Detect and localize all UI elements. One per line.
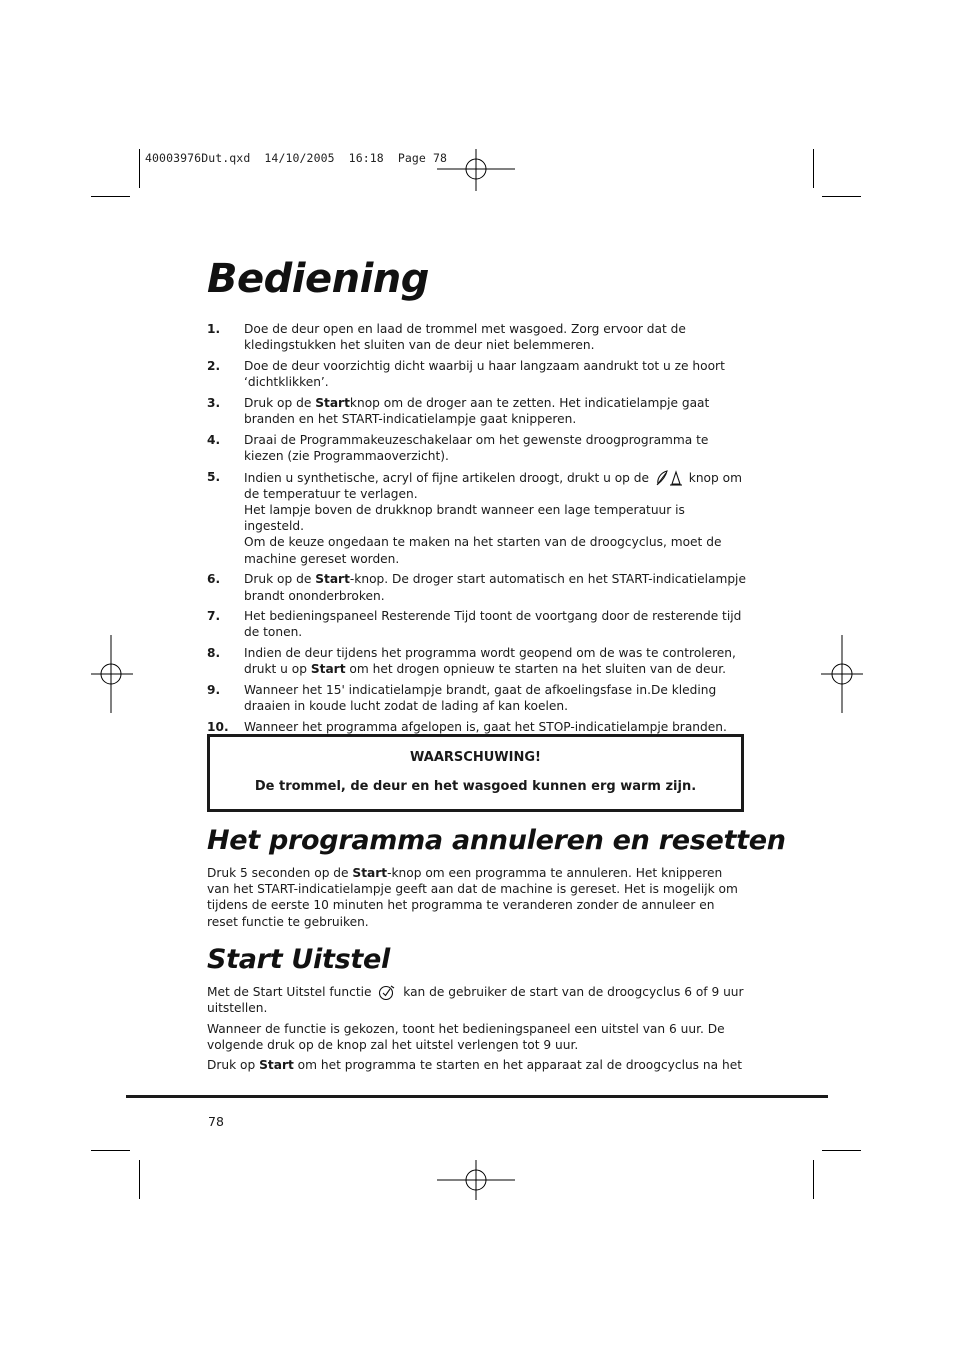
section-heading-cancel: Het programma annuleren en resetten: [207, 825, 786, 856]
step-text-pre: Indien u synthetische, acryl of fijne artikelen droogt, drukt u op de: [244, 470, 653, 485]
step-number: 3.: [207, 395, 221, 410]
step-text: Doe de deur open en laad de trommel met wasgoed. Zorg ervoor dat de kledingstukken het sluiten van de deur niet belemmeren.: [244, 322, 686, 353]
step-number: 1.: [207, 322, 221, 336]
list-item: [207, 645, 747, 677]
list-item: [207, 358, 747, 390]
list-item: [207, 469, 747, 567]
paragraph-text-pre: Met de Start Uitstel functie: [207, 985, 376, 999]
step-number: 10.: [207, 719, 229, 734]
section-heading-delay: Start Uitstel: [207, 944, 390, 975]
steps-list: [207, 321, 747, 740]
step-text-bold: Start: [315, 572, 350, 587]
step-number: 5.: [207, 469, 221, 484]
paragraph-text-post: kan de gebruiker de start van de droogcyclus 6 of 9 uur uitstellen.: [207, 985, 744, 1016]
section-paragraph: [207, 984, 747, 1016]
step-text-post: knop om de droger aan te zetten. Het indicatielampje gaat branden en het START-indicatielampje gaat knipperen.: [244, 395, 710, 427]
step-text: Het bedieningspaneel Resterende Tijd toont de voortgang door de resterende tijd de tonen.: [244, 609, 742, 640]
list-item: [207, 719, 747, 735]
step-text: Draai de Programmakeuzeschakelaar om het gewenste droogprogramma te kiezen (zie Programmaoverzicht).: [244, 432, 709, 463]
section-paragraph: [207, 865, 747, 930]
warning-heading: WAARSCHUWING!: [410, 750, 541, 765]
section-paragraph: Wanneer de functie is gekozen, toont het bedieningspaneel een uitstel van 6 uur. De volgende druk op de knop zal het uitstel verlengen tot 9 uur.: [207, 1022, 725, 1053]
crop-mark: [813, 149, 814, 188]
delay-timer-icon: [377, 984, 397, 1000]
step-number: 2.: [207, 358, 221, 373]
step-text-post: om het drogen opnieuw te starten na het sluiten van de deur.: [345, 662, 727, 677]
paragraph-text-post: om het programma te starten en het apparaat zal de droogcyclus na het: [293, 1058, 742, 1072]
step-text-post: -knop. De droger start automatisch en het START-indicatielampje brandt ononderbroken.: [244, 572, 746, 603]
crop-mark: [139, 1160, 140, 1199]
step-text-bold: Start: [315, 395, 350, 410]
low-temperature-icon: [655, 469, 683, 486]
list-item: [207, 321, 747, 353]
step-text-bold: Start: [310, 662, 346, 677]
registration-mark-icon: [437, 1160, 517, 1200]
page-number: 78: [208, 1114, 224, 1129]
warning-text: De trommel, de deur en het wasgoed kunnen erg warm zijn.: [254, 779, 697, 794]
step-text: Wanneer het programma afgelopen is, gaat het STOP-indicatielampje branden.: [244, 719, 727, 734]
paragraph-text-bold: Start: [259, 1058, 294, 1072]
step-text-pre: Indien de deur tijdens het programma wordt geopend om de was te controleren, drukt u op: [244, 646, 736, 677]
step-text-pre: Druk op de: [244, 572, 316, 587]
list-item: [207, 682, 747, 714]
crop-mark: [822, 1150, 861, 1151]
list-item: [207, 608, 747, 640]
page-title: Bediening: [207, 256, 429, 302]
step-number: 6.: [207, 572, 221, 587]
section-paragraph: [207, 1057, 747, 1073]
footer-rule: [126, 1095, 828, 1098]
registration-mark-icon: [821, 635, 863, 713]
step-text-pre: Druk op de: [244, 395, 316, 410]
crop-mark: [139, 149, 140, 188]
crop-mark: [822, 196, 861, 197]
paragraph-text-pre: Druk op: [207, 1058, 260, 1072]
step-text-extra: Om de keuze ongedaan te maken na het starten van de droogcyclus, moet de machine gereset worden.: [244, 535, 722, 566]
step-number: 4.: [207, 432, 221, 447]
step-text: Doe de deur voorzichtig dicht waarbij u haar langzaam aandrukt tot u ze hoort ‘dichtklikken’.: [244, 358, 725, 390]
step-text-post: knop om de temperatuur te verlagen.: [244, 470, 742, 501]
list-item: [207, 395, 747, 427]
list-item: [207, 571, 747, 603]
step-text-extra: Het lampje boven de drukknop brandt wanneer een lage temperatuur is ingesteld.: [244, 503, 685, 534]
paragraph-text-bold: Start: [352, 866, 388, 880]
paragraph-text-post: -knop om een programma te annuleren. Het knipperen van het START-indicatielampje geeft aan dat de machine is gereset. Het is mogelijk om tijdens de eerste 10 minuten het programma te veranderen zonder de annuleer en reset functie te gebruiken.: [207, 866, 738, 929]
step-number: 7.: [207, 609, 221, 624]
step-text: Wanneer het 15' indicatielampje brandt, gaat de afkoelingsfase in.De kleding draaien in koude lucht zodat de lading af kan koelen.: [244, 683, 717, 714]
registration-mark-icon: [91, 635, 133, 713]
registration-mark-icon: [437, 149, 517, 191]
crop-mark: [91, 1150, 130, 1151]
crop-mark: [91, 196, 130, 197]
crop-mark: [813, 1160, 814, 1199]
warning-box: [207, 734, 744, 812]
list-item: [207, 432, 747, 464]
print-slug: 40003976Dut.qxd 14/10/2005 16:18 Page 78: [145, 151, 448, 165]
step-number: 9.: [207, 683, 221, 698]
step-number: 8.: [207, 646, 221, 661]
paragraph-text-pre: Druk 5 seconden op de: [207, 866, 353, 880]
